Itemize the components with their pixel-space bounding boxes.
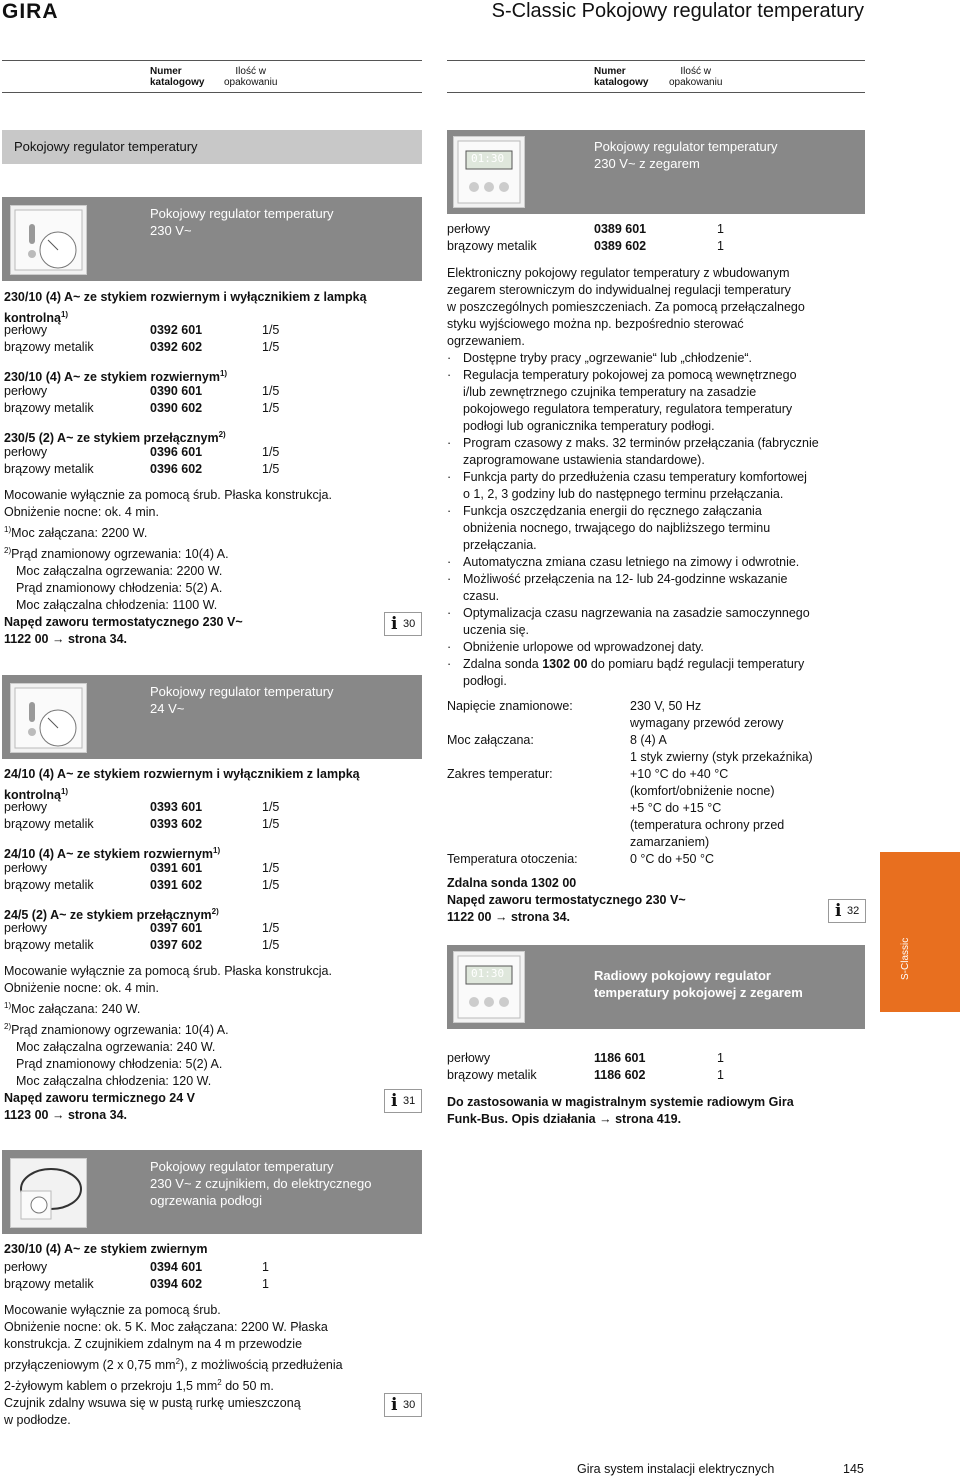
info-reference[interactable]: i 30 [384, 1393, 422, 1417]
group-heading: 230/10 (4) A~ ze stykiem rozwiernym$^{1)}$ [4, 369, 228, 385]
section-tab[interactable]: S-Classic [880, 852, 960, 1012]
divider [2, 60, 422, 61]
thermostat-sensor-image [10, 1158, 87, 1228]
product-subtitle: 24 V~ [150, 701, 185, 716]
column-head-number: Numer katalogowy [150, 66, 205, 88]
group-heading: 24/10 (4) A~ ze stykiem rozwiernym i wyłącznikiem z lampką kontrolną$^{1)}$ [4, 767, 360, 803]
product-notes: Mocowanie wyłącznie za pomocą śrub. Płaska konstrukcja. Obniżenie nocne: ok. 4 min. $^{1)}$Moc załączana: 240 W. $^{2)}$Prąd znamionowy ogrzewania: 10(4) A. Moc załączalna ogrzewania: 240 W. Prąd znamionowy chłodzenia: 5(2) A. Moc załączalna chłodzenia: 120 W. Napęd zaworu termicznego 24 V 1123 00 → strona 34. [4, 964, 332, 1123]
product-header [2, 1150, 422, 1234]
column-head-qty: Ilość w opakowaniu [669, 66, 723, 88]
product-subtitle: ogrzewania podłogi [150, 1193, 263, 1208]
product-notes: Mocowanie wyłącznie za pomocą śrub. Płaska konstrukcja. Obniżenie nocne: ok. 4 min. $^{1)}$Moc załączana: 2200 W. $^{2)}$Prąd znamionowy ogrzewania: 10(4) A. Moc załączalna ogrzewania: 2200 W. Prąd znamionowy chłodzenia: 5(2) A. Moc załączalna chłodzenia: 1100 W. Napęd zaworu termostatycznego 230 V~ 1122 00 → strona 34. [4, 488, 332, 647]
thermostat-clock-image: 01:30 [453, 136, 525, 208]
group-heading: 230/5 (2) A~ ze stykiem przełącznym$^{2)}$ [4, 430, 226, 446]
radio-thermostat-image: 01:30 [453, 951, 525, 1023]
product-title: Radiowy pokojowy regulator [594, 968, 771, 983]
product-notes: Do zastosowania w magistralnym systemie radiowym Gira Funk-Bus. Opis działania → strona 419. [447, 1095, 794, 1126]
thermostat-image [10, 205, 87, 275]
product-header [2, 675, 422, 759]
group-heading: 230/10 (4) A~ ze stykiem rozwiernym i wyłącznikiem z lampką kontrolną$^{1)}$ [4, 290, 367, 326]
info-reference[interactable]: i 32 [828, 899, 866, 923]
info-icon: i [391, 614, 398, 634]
footer-text: Gira system instalacji elektrycznych [577, 1462, 775, 1476]
product-title: Pokojowy regulator temperatury [150, 684, 334, 699]
spec-table: Napięcie znamionowe: 230 V, 50 Hz wymagany przewód zerowy Moc załączana: 8 (4) A 1 styk zwierny (styk przekaźnika) Zakres temperatur: +10 °C do +40 °C (komfort/obniżenie nocne) +5 °C do +15 °C (temperatura ochrony przed zamarzaniem) Temperatura otoczenia: 0 °C do +50 °C [447, 699, 813, 866]
product-header [2, 197, 422, 281]
info-reference[interactable]: i 30 [384, 612, 422, 636]
product-title: Pokojowy regulator temperatury [594, 139, 778, 154]
divider [447, 60, 865, 61]
brand-logo: GIRA [2, 0, 59, 23]
group-heading: 24/10 (4) A~ ze stykiem rozwiernym$^{1)}$ [4, 846, 221, 862]
product-subtitle: 230 V~ z czujnikiem, do elektrycznego [150, 1176, 372, 1191]
page-number: 145 [843, 1462, 864, 1476]
column-head-number: Numer katalogowy [594, 66, 649, 88]
section-bar: Pokojowy regulator temperatury [2, 130, 422, 164]
divider [2, 92, 422, 93]
product-title: Pokojowy regulator temperatury [150, 1159, 334, 1174]
product-subtitle: temperatury pokojowej z zegarem [594, 985, 803, 1000]
info-icon: i [391, 1395, 398, 1415]
product-subtitle: 230 V~ [150, 223, 192, 238]
group-heading: 24/5 (2) A~ ze stykiem przełącznym$^{2)}$ [4, 907, 219, 923]
product-subtitle: 230 V~ z zegarem [594, 156, 700, 171]
product-title: Pokojowy regulator temperatury [150, 206, 334, 221]
product-description: Elektroniczny pokojowy regulator temperatury z wbudowanym zegarem sterowniczym do indywidualnej regulacji temperatury w poszczególnych pomieszczeniach. Za pomocą przełączalnego styku wyjściowego można np. bezpośrednio sterować ogrzewaniem. · Dostępne tryby pracy „ogrzewanie“ lub „chłodzenie“. · Regulacja temperatury pokojowej za pomocą wewnętrznego i/lub zewnętrznego czujnika temperatury na zasadzie pokojowego regulatora temperatury, regulatora temperatury podłogi lub ogranicznika temperatury podłogi. · Program czasowy z maks. 32 terminów przełączania (fabrycznie zaprogramowane ustawienia standardowe). · Funkcja party do przedłużenia czasu temperatury komfortowej o 1, 2, 3 godziny lub do następnego terminu przełączania. · Funkcja oszczędzania energii do ręcznego załączania obniżenia nocnego, trwającego do najbliższego terminu przełączania. · Automatyczna zmiana czasu letniego na zimowy i odwrotnie. · Możliwość przełączenia na 12- lub 24-godzinne wskazanie czasu. · Optymalizacja czasu nagrzewania na zasadzie samoczynnego uczenia się. · Obniżenie urlopowe od wprowadzonej daty. · Zdalna sonda 1302 00 do pomiaru bądź regulacji temperatury podłogi. [447, 266, 819, 688]
product-header [447, 945, 865, 1029]
product-header [447, 130, 865, 214]
page-title: S-Classic Pokojowy regulator temperatury [491, 0, 864, 22]
product-notes: Zdalna sonda 1302 00 Napęd zaworu termostatycznego 230 V~ 1122 00 → strona 34. [447, 876, 686, 924]
column-head-qty: Ilość w opakowaniu [224, 66, 278, 88]
info-reference[interactable]: i 31 [384, 1089, 422, 1113]
info-icon: i [835, 901, 842, 921]
product-notes: Mocowanie wyłącznie za pomocą śrub. Obniżenie nocne: ok. 5 K. Moc załączana: 2200 W. Płaska konstrukcja. Z czujnikiem zdalnym na 4 m przewodzie przyłączeniowym (2 x 0,75 $mm^2$), z możliwością przedłużenia 2-żyłowym kablem o przekroju 1,5 $mm^2$ do 50 m. Czujnik zdalny wsuwa się w pustą rurkę umieszczoną w podłodze. [4, 1303, 343, 1428]
info-icon: i [391, 1091, 398, 1111]
group-heading: 230/10 (4) A~ ze stykiem zwiernym [4, 1242, 208, 1256]
thermostat-image [10, 683, 87, 753]
divider [447, 92, 865, 93]
